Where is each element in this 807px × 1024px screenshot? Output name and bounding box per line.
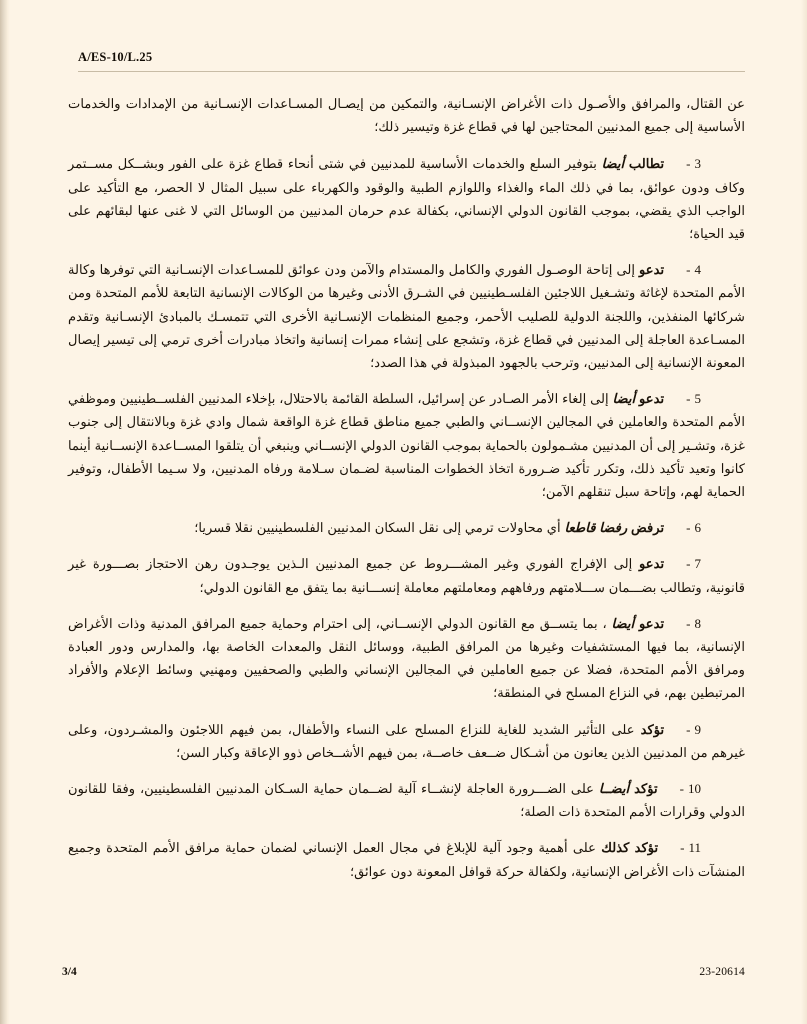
paragraph-text: إلى إلغاء الأمر الصـادر عن إسرائيل، السلطة القائمة بالاحتلال، بإخلاء المدنيين الفلســطينيين وموظفي الأمم المتحدة والعاملين في المجالين الإنســاني والطبي جميع مناطق قطاع غزة الواقعة شمال وادي غزة وبالانتقال إلى جنوب غزة، وتشـير إلى أن المدنيين مشـمولون بالحماية بموجب القانون الدولي الإنســاني وينبغي أن يتلقوا المســاعدة الإنســانية أينما كانوا وتعيد تأكيد ذلك، وتكرر تأكيد ضـرورة اتخاذ الخطوات المناسبة لضـمان سـلامة ورفاه المدنيين، ولا سـيما الأطفال، وتوفير الحماية لهم، وإتاحة سبل تنقلهم الآمن؛ <box>68 391 745 500</box>
paragraph-verb-term: تؤكد <box>634 781 658 797</box>
scan-edge-left <box>0 0 10 1024</box>
paragraph-verb-qualifier: أيضــا <box>598 781 630 797</box>
operative-paragraph-10 <box>68 777 745 823</box>
paragraph-verb-term: تدعو <box>639 262 665 278</box>
paragraph-verb-qualifier: رفضا قاطعا <box>564 520 628 536</box>
paragraph-verb-term: تؤكد كذلك <box>601 840 659 856</box>
document-header <box>78 48 745 72</box>
operative-paragraph-9 <box>68 718 745 764</box>
paragraph-dash: - <box>680 840 685 856</box>
paragraph-text: إلى إتاحة الوصـول الفوري والكامل والمستدام والآمن ودن عوائق للمسـاعدات الإنسـانية التي توفرها وكالة الأمم المتحدة لإغاثة وتشـغيل اللاجئين الفلسـطينيين في الشـرق الأدنى وغيرها من الوكالات الإنسانية التابعة للأمم المتحدة ومن شركائها المنفذين، واللجنة الدولية للصليب الأحمر، وجميع المنظمات الإنسـانية الأخرى التي تتمسـك بالمبادئ الإنسـانية وتقدم المسـاعدة العاجلة إلى المدنيين في قطاع غزة، وتشجع على إنشاء ممرات إنسانية واتخاذ مبادرات أخرى ترمي إلى تيسير إيصال المعونة الإنسانية إلى المدنيين، وترحب بالجهود المبذولة في هذا الصدد؛ <box>68 262 745 371</box>
paragraph-verb-term: تدعو <box>639 556 665 572</box>
document-symbol: A/ES-10/L.25 <box>78 50 153 64</box>
paragraph-verb-term: ترفض <box>630 520 665 536</box>
scan-edge-right <box>801 0 807 1024</box>
paragraph-verb-term: تدعو <box>639 391 665 407</box>
paragraph-text: عن القتال، والمرافق والأصـول ذات الأغراض الإنسـانية، والتمكين من إيصـال المسـاعدات الإنسـانية من الإمدادات والخدمات الأساسية إلى جميع المدنيين المحتاجين لها في قطاع غزة وتيسير ذلك؛ <box>68 96 745 135</box>
operative-paragraph-7 <box>68 552 745 598</box>
paragraph-text: على الضـــرورة العاجلة لإنشــاء آلية لضــمان حماية السـكان المدنيين الفلسطينيين، وفقا للقانون الدولي وقرارات الأمم المتحدة ذات الصلة؛ <box>68 781 745 820</box>
operative-paragraph-5 <box>68 387 745 503</box>
paragraph-continuation <box>68 92 745 138</box>
operative-paragraph-6 <box>68 516 745 539</box>
header-divider <box>78 71 745 72</box>
paragraph-verb-qualifier: أيضا <box>611 615 635 631</box>
paragraph-text: على التأثير الشديد للغاية للنزاع المسلح على النساء والأطفال، بمن فيهم اللاجئون والمشـردون، وعلى غيرهم من المدنيين الذين يعانون من أشـكال ضــعف خاصــة، بمن فيهم الأشــخاص ذوو الإعاقة وكبار السن؛ <box>68 721 745 760</box>
document-body <box>68 92 745 896</box>
paragraph-number: 5 <box>694 391 702 407</box>
paragraph-number: 11 <box>688 840 702 856</box>
paragraph-dash: - <box>686 721 691 737</box>
paragraph-number: 3 <box>694 156 702 172</box>
paragraph-verb-qualifier: أيضا <box>601 156 625 172</box>
paragraph-dash: - <box>686 520 691 536</box>
document-footer <box>62 966 745 978</box>
paragraph-verb-term: تطالب <box>628 156 665 172</box>
operative-paragraph-11 <box>68 836 745 882</box>
paragraph-text: بتوفير السلع والخدمات الأساسية للمدنيين في شتى أنحاء قطاع غزة على الفور وبشــكل مســتمر وكاف ودون عوائق، بما في ذلك الماء والغذاء واللوازم الطبية والوقود والكهرباء على سبيل المثال لا الحصر، مع التأكيد على الواجب الذي يقضي، بموجب القانون الدولي الإنساني، بكفالة عدم حرمان المدنيين من الوسائل التي لا غنى عنها لبقائهم على قيد الحياة؛ <box>68 156 745 242</box>
job-number: 23-20614 <box>699 966 745 978</box>
paragraph-dash: - <box>686 156 691 172</box>
page-number: 3/4 <box>62 966 77 978</box>
operative-paragraph-8 <box>68 612 745 705</box>
paragraph-text: أي محاولات ترمي إلى نقل السكان المدنيين الفلسطينيين نقلا قسريا؛ <box>194 520 561 536</box>
paragraph-dash: - <box>686 615 691 631</box>
paragraph-number: 4 <box>694 262 701 278</box>
paragraph-number: 8 <box>694 615 701 631</box>
paragraph-dash: - <box>679 781 684 797</box>
operative-paragraph-4 <box>68 258 745 374</box>
paragraph-verb-term: تدعو <box>639 615 665 631</box>
paragraph-dash: - <box>686 556 691 572</box>
operative-paragraph-3 <box>68 152 745 245</box>
paragraph-text: ، بما يتســق مع القانون الدولي الإنســاني، إلى احترام وحماية جميع المرافق المدنية وذات الأغراض الإنسانية، بما فيها المستشفيات وغيرها من المرافق الطبية، ووسائل النقل والمعدات الخاصة بها، والمدارس ودور العبادة ومرافق الأمم المتحدة، فضلا عن جميع العاملين في المجالين الإنساني والطبي والصحفيين ومهنيي وسائط الإعلام والأفراد المرتبطين بهم، في النزاع المسلح في المنطقة؛ <box>68 615 745 701</box>
paragraph-number: 6 <box>694 520 701 536</box>
paragraph-dash: - <box>686 262 691 278</box>
paragraph-dash: - <box>686 391 691 407</box>
paragraph-number: 9 <box>694 721 701 737</box>
paragraph-verb-qualifier: أيضا <box>612 391 636 407</box>
paragraph-number: 7 <box>694 556 702 572</box>
paragraph-verb-term: تؤكد <box>640 721 665 737</box>
paragraph-text: إلى الإفراج الفوري وغير المشـــروط عن جميع المدنيين الـذين يوجـدون رهن الاحتجاز بصـــورة غير قانونية، وتطالب بضـــمان ســـلامتهم ورفاههم ومعاملتهم معاملة إنســـانية بما يتفق مع القانون الدولي؛ <box>68 556 745 595</box>
paragraph-text: على أهمية وجود آلية للإبلاغ في مجال العمل الإنساني لضمان حماية مرافق الأمم المتحدة وجميع المنشآت ذات الأغراض الإنسانية، ولكفالة حركة قوافل المعونة دون عوائق؛ <box>68 840 745 879</box>
paragraph-number: 10 <box>688 781 701 797</box>
